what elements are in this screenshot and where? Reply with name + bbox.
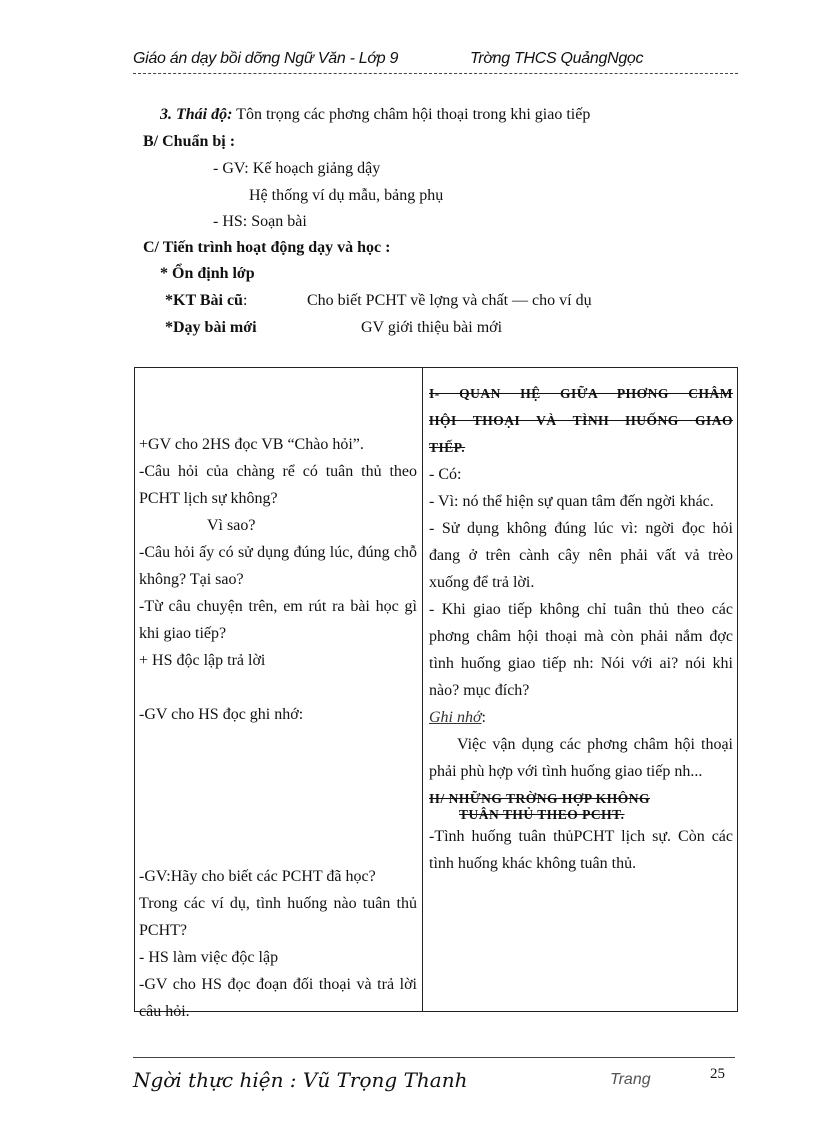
activity-2: -Câu hỏi của chàng rể có tuân thủ theo PCHT lịch sự không? <box>139 463 417 507</box>
class-order: * Ổn định lớp <box>160 265 255 282</box>
activity-10: - HS làm việc độc lập <box>139 949 279 966</box>
section-2-heading-b: TUÂN THỦ THEO PCHT. <box>459 807 625 822</box>
teacher-activities-cell <box>139 431 417 1025</box>
new-lesson-text: GV giới thiệu bài mới <box>361 319 503 336</box>
activity-7: -GV cho HS đọc ghi nhớ: <box>139 706 304 723</box>
attitude-text: Tôn trọng các phơng châm hội thoại trong khi giao tiếp <box>232 106 591 123</box>
activity-5: -Từ câu chuyện trên, em rút ra bài học gì khi giao tiếp? <box>139 598 417 642</box>
activity-8: -GV:Hãy cho biết các PCHT đã học? <box>139 868 376 885</box>
section-1-heading-a: I- QUAN HỆ GIỮA PHƠNG CHÂM <box>429 386 733 401</box>
content-2: - Vì: nó thể hiện sự quan tâm đến ngời khác. <box>429 493 714 510</box>
attitude-line <box>160 106 590 124</box>
header-school: Trờng THCS QuảngNgọc <box>470 50 644 67</box>
content-cell <box>429 380 733 877</box>
activity-9: Trong các ví dụ, tình huống nào tuân thủ PCHT? <box>139 895 417 939</box>
content-1: - Có: <box>429 466 462 483</box>
section-1-heading-c: TIẾP. <box>429 440 466 455</box>
old-lesson-text: Cho biết PCHT về lợng và chất — cho ví dụ <box>307 292 592 309</box>
remember-text: Việc vận dụng các phơng châm hội thoại phải phù hợp với tình huống giao tiếp nh... <box>429 736 733 780</box>
prep-heading: B/ Chuẩn bị : <box>143 133 236 150</box>
footer-divider <box>133 1057 735 1058</box>
table-column-divider <box>422 367 423 1012</box>
process-heading: C/ Tiến trình hoạt động dạy và học : <box>143 239 391 256</box>
activity-1: +GV cho 2HS đọc VB “Chào hỏi”. <box>139 436 364 453</box>
header-subject: Giáo án dạy bồi dỡng Ngữ Văn - Lớp 9 <box>133 50 399 67</box>
section-2-heading-a: II/ NHỮNG TRỜNG HỢP KHÔNG <box>429 791 651 806</box>
attitude-label: 3. Thái độ: <box>160 106 233 123</box>
remember-label: Ghi nhớ: <box>429 709 486 726</box>
footer-page-number: 25 <box>710 1066 725 1082</box>
prep-gv: - GV: Kế hoạch giảng dậy <box>213 160 381 177</box>
footer-author: Ngời thực hiện : Vũ Trọng Thanh <box>133 1068 468 1092</box>
prep-hs: - HS: Soạn bài <box>213 213 307 230</box>
old-lesson-check: *KT Bài cũ: <box>165 292 248 309</box>
content-5: -Tình huống tuân thủPCHT lịch sự. Còn các tình huống khác không tuân thủ. <box>429 828 733 872</box>
prep-gv-detail: Hệ thống ví dụ mẫu, bảng phụ <box>249 187 444 204</box>
activity-3: Vì sao? <box>207 517 256 534</box>
old-lesson-label: *KT Bài cũ <box>165 292 243 309</box>
content-3: - Sử dụng không đúng lúc vì: ngời đọc hỏi đang ở trên cành cây nên phải vất vả trèo xuống để trả lời. <box>429 520 733 591</box>
activity-11: -GV cho HS đọc đoạn đối thoại và trả lời câu hỏi. <box>139 976 417 1020</box>
new-lesson-label: *Dạy bài mới <box>165 319 257 336</box>
footer-page-label: Trang <box>610 1071 651 1088</box>
activity-4: -Câu hỏi ấy có sử dụng đúng lúc, đúng chỗ không? Tại sao? <box>139 544 417 588</box>
activity-6: + HS độc lập trả lời <box>139 652 266 669</box>
content-4: - Khi giao tiếp không chỉ tuân thủ theo các phơng châm hội thoại mà còn phải nắm đợc tình huống giao tiếp nh: Nói với ai? nói khi nào? mục đích? <box>429 601 733 699</box>
section-1-heading-b: HỘI THOẠI VÀ TÌNH HUỐNG GIAO <box>429 413 733 428</box>
header-divider <box>133 73 738 74</box>
